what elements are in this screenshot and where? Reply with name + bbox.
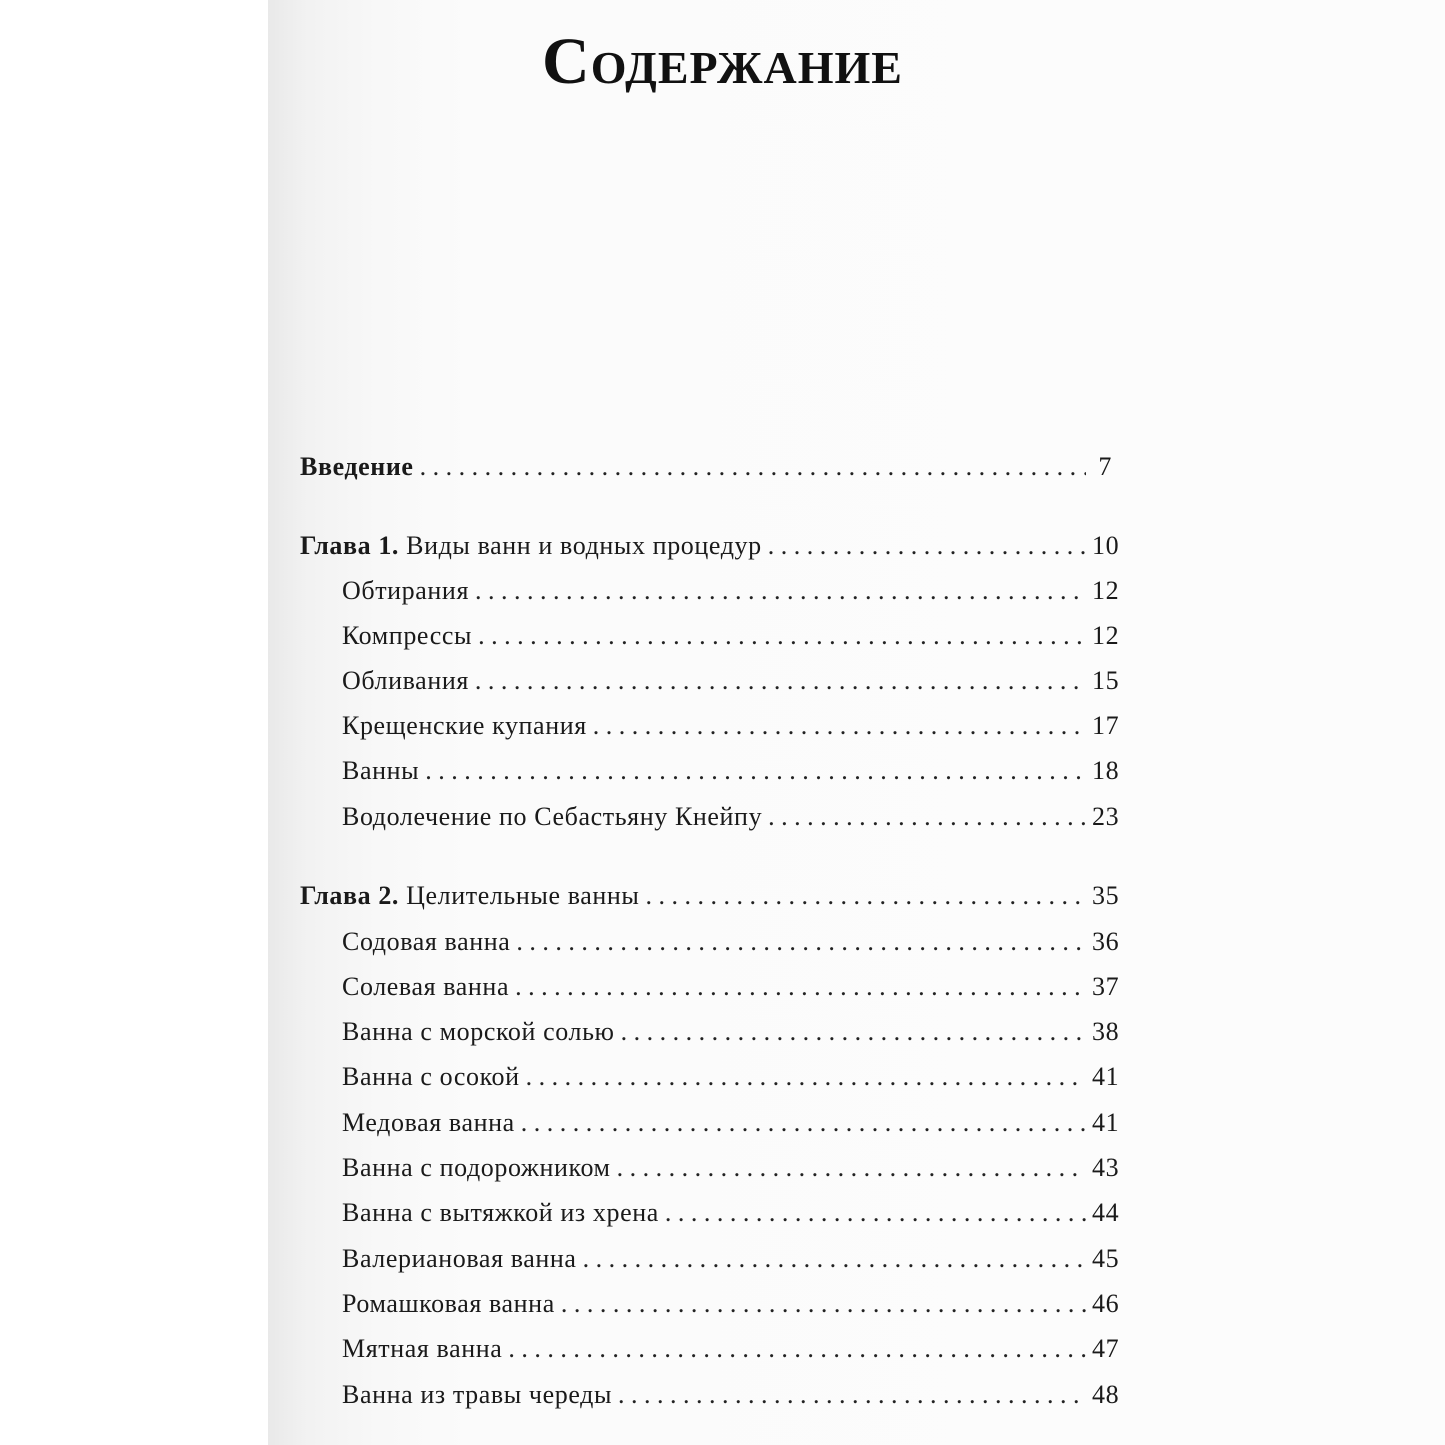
dot-leader — [618, 1378, 1086, 1412]
toc-entry-title: Ванна с морской солью — [342, 1017, 615, 1046]
toc-entry-title: Обтирания — [342, 576, 470, 605]
page-title: Содержание — [542, 25, 903, 98]
toc-entry-title: Мятная ванна — [342, 1334, 503, 1363]
toc-page-number: 37 — [1092, 972, 1120, 1001]
toc-page-number: 46 — [1092, 1289, 1120, 1318]
toc-entry — [300, 529, 1120, 563]
toc-entry-label — [300, 879, 639, 913]
toc-page-number: 7 — [1098, 452, 1112, 481]
toc-page-number: 41 — [1092, 1108, 1120, 1137]
toc-entry-label — [342, 1106, 515, 1140]
toc-entry — [342, 574, 1120, 608]
toc-entry — [342, 1196, 1120, 1230]
toc-page-number: 47 — [1092, 1334, 1120, 1363]
toc-page-number: 15 — [1092, 666, 1120, 695]
toc-page-number: 43 — [1092, 1153, 1120, 1182]
toc-entry-title: Крещенские купания — [342, 711, 587, 740]
dot-leader — [583, 1242, 1086, 1276]
toc-entry — [342, 1287, 1120, 1321]
toc-entry-title: Содовая ванна — [342, 927, 511, 956]
dot-leader — [665, 1196, 1086, 1230]
dot-leader — [561, 1287, 1086, 1321]
dot-leader — [475, 664, 1086, 698]
toc-page-number: 41 — [1092, 1062, 1120, 1091]
dot-leader — [621, 1015, 1086, 1049]
toc-entry — [300, 450, 1112, 484]
toc-entry — [342, 664, 1120, 698]
dot-leader — [645, 879, 1086, 913]
toc-entry-title: Ванна с вытяжкой из хрена — [342, 1198, 659, 1227]
dot-leader — [478, 619, 1086, 653]
toc-entry — [342, 1242, 1120, 1276]
toc-entry-label — [342, 574, 469, 608]
toc-entry-label — [342, 664, 469, 698]
toc-page-number: 36 — [1092, 927, 1120, 956]
toc-entry-label — [300, 450, 414, 484]
dot-leader — [508, 1332, 1086, 1366]
dot-leader — [475, 574, 1086, 608]
dot-leader — [768, 800, 1086, 834]
dot-leader — [515, 970, 1086, 1004]
toc-entry — [342, 1378, 1120, 1412]
toc-page-number: 35 — [1092, 881, 1120, 910]
toc-entry-title: Ванны — [342, 756, 420, 785]
toc-entry-label — [342, 1242, 577, 1276]
toc-entry-label — [300, 529, 762, 563]
toc-entry-title: Виды ванн и водных процедур — [399, 531, 762, 560]
toc-chapter-number: Глава 1. — [300, 531, 400, 560]
toc-entry — [342, 1151, 1120, 1185]
toc-entry-title: Ванна с подорожником — [342, 1153, 611, 1182]
toc-entry — [342, 1060, 1120, 1094]
toc-entry-label — [342, 1196, 659, 1230]
toc-entry-title: Обливания — [342, 666, 469, 695]
toc-entry-label — [342, 754, 419, 788]
dot-leader — [420, 450, 1086, 484]
toc-entry-label — [342, 619, 472, 653]
toc-page-number: 12 — [1092, 576, 1120, 605]
toc-entry — [300, 879, 1120, 913]
toc-entry — [342, 970, 1120, 1004]
dot-leader — [617, 1151, 1086, 1185]
dot-leader — [526, 1060, 1086, 1094]
toc-entry-title: Медовая ванна — [342, 1108, 515, 1137]
toc-entry — [342, 754, 1120, 788]
toc-entry-label — [342, 1060, 520, 1094]
toc-entry-title: Ванна с осокой — [342, 1062, 520, 1091]
toc-entry — [342, 619, 1120, 653]
toc-entry — [342, 709, 1120, 743]
toc-entry-label — [342, 925, 510, 959]
toc-entry-label — [342, 1015, 615, 1049]
toc-entry-title: Ванна из травы череды — [342, 1380, 613, 1409]
toc-page-number: 23 — [1092, 802, 1120, 831]
toc-entry-title: Ромашковая ванна — [342, 1289, 555, 1318]
dot-leader — [425, 754, 1086, 788]
toc-entry-label — [342, 1151, 611, 1185]
toc-entry-title: Введение — [300, 452, 414, 481]
toc-entry-label — [342, 800, 762, 834]
dot-leader — [516, 925, 1086, 959]
toc-entry-label — [342, 709, 587, 743]
toc-entry-label — [342, 1332, 502, 1366]
toc-entry — [342, 1015, 1120, 1049]
toc-entry — [342, 1332, 1120, 1366]
toc-entry — [342, 1106, 1120, 1140]
dot-leader — [521, 1106, 1086, 1140]
dot-leader — [768, 529, 1086, 563]
toc-page-number: 48 — [1092, 1380, 1120, 1409]
toc-entry-label — [342, 1287, 555, 1321]
dot-leader — [593, 709, 1086, 743]
toc-entry-title: Валериановая ванна — [342, 1244, 577, 1273]
toc-entry-label — [342, 1378, 612, 1412]
toc-entry-title: Солевая ванна — [342, 972, 510, 1001]
toc-entry-title: Компрессы — [342, 621, 473, 650]
toc-page-number: 10 — [1092, 531, 1120, 560]
toc-entry — [342, 925, 1120, 959]
toc-entry-title: Целительные ванны — [399, 881, 640, 910]
toc-entry-title: Водолечение по Себастьяну Кнейпу — [342, 802, 763, 831]
toc-page-number: 17 — [1092, 711, 1120, 740]
toc-page-number: 18 — [1092, 756, 1120, 785]
toc-page-number: 45 — [1092, 1244, 1120, 1273]
toc-page-number: 38 — [1092, 1017, 1120, 1046]
toc-chapter-number: Глава 2. — [300, 881, 400, 910]
toc-entry — [342, 800, 1120, 834]
toc-page-number: 44 — [1092, 1198, 1120, 1227]
toc-entry-label — [342, 970, 509, 1004]
toc-page-number: 12 — [1092, 621, 1120, 650]
